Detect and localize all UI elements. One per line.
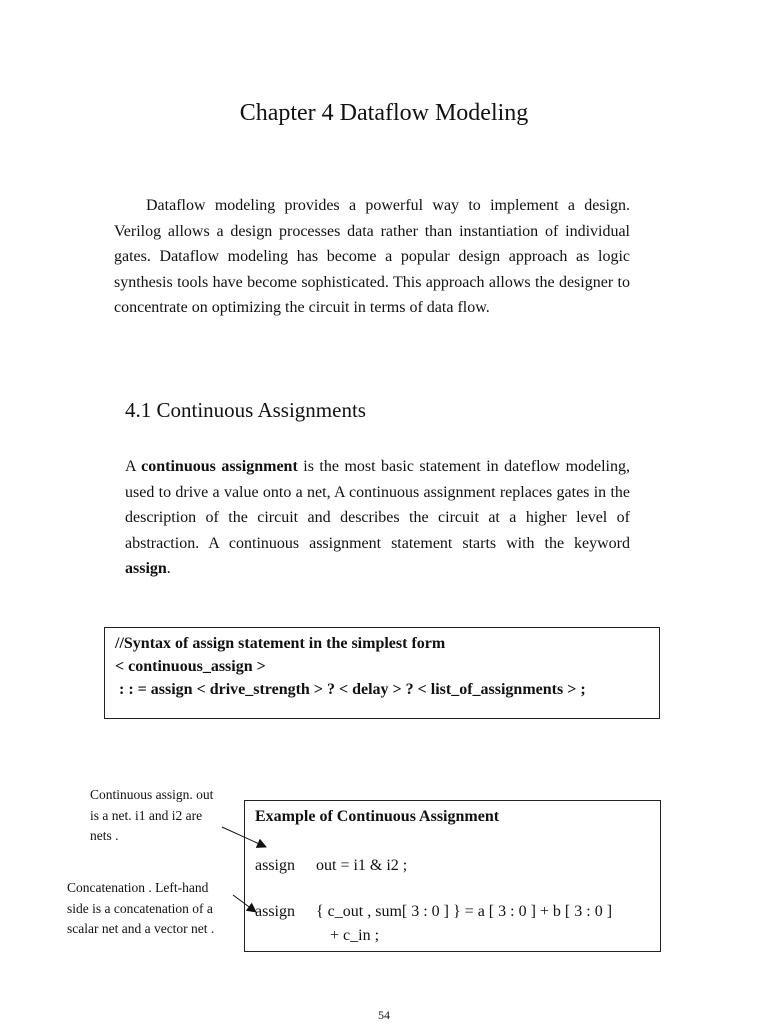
example-line-1-code: out = i1 & i2 ; bbox=[316, 857, 408, 874]
section-text-b: is the most basic statement in dateflow modeling, used to drive a value onto a net, A continuous assignment replaces gates in the description of the circuit and describes the circuit at a higher level of abstraction. A continuous assignment statement starts with the keyword bbox=[125, 458, 631, 552]
section-text-a: A bbox=[125, 458, 142, 475]
section-keyword: assign bbox=[125, 560, 167, 578]
syntax-line-2: < continuous_assign > bbox=[115, 658, 266, 675]
page-number: 54 bbox=[378, 1008, 390, 1022]
annotation-1-line-1: Continuous assign. out bbox=[90, 787, 214, 802]
example-line-2-keyword: assign bbox=[255, 903, 295, 920]
arrow-to-concatenation bbox=[233, 895, 256, 912]
annotation-1-line-2: is a net. i1 and i2 are bbox=[90, 807, 203, 823]
intro-text: Dataflow modeling provides a powerful way to implement a design. Verilog allows a design processes data rather than instantiation of individual gates. Dataflow modeling has become a popular design approach as logic synthesis tools have become sophisticated. This approach allows the designer to concentrate on optimizing the circuit in terms of data flow. bbox=[114, 197, 630, 317]
example-line-2-code: { c_out , sum[ 3 : 0 ] } = a [ 3 : 0 ] + b [ 3 : 0 ] bbox=[316, 903, 613, 920]
annotation-1-line-3: nets . bbox=[90, 828, 119, 843]
annotation-2-line-1: Concatenation . Left-hand bbox=[67, 880, 209, 895]
syntax-line-1: //Syntax of assign statement in the simplest form bbox=[115, 635, 446, 652]
example-line-2-continuation: + c_in ; bbox=[330, 927, 380, 944]
chapter-title: Chapter 4 Dataflow Modeling bbox=[239, 100, 529, 126]
section-text-end: . bbox=[166, 560, 171, 578]
section-heading: 4.1 Continuous Assignments bbox=[125, 398, 366, 422]
arrow-to-out-assign bbox=[222, 827, 266, 847]
example-line-1-keyword: assign bbox=[255, 857, 295, 874]
annotation-2-line-3: scalar net and a vector net . bbox=[67, 921, 215, 936]
example-title: Example of Continuous Assignment bbox=[255, 808, 500, 825]
section-term: continuous assignment bbox=[141, 458, 298, 475]
annotation-2-line-2: side is a concatenation of a bbox=[67, 900, 213, 916]
syntax-line-3: : : = assign < drive_strength > ? < delay > ? < list_of_assignments > ; bbox=[115, 681, 586, 698]
